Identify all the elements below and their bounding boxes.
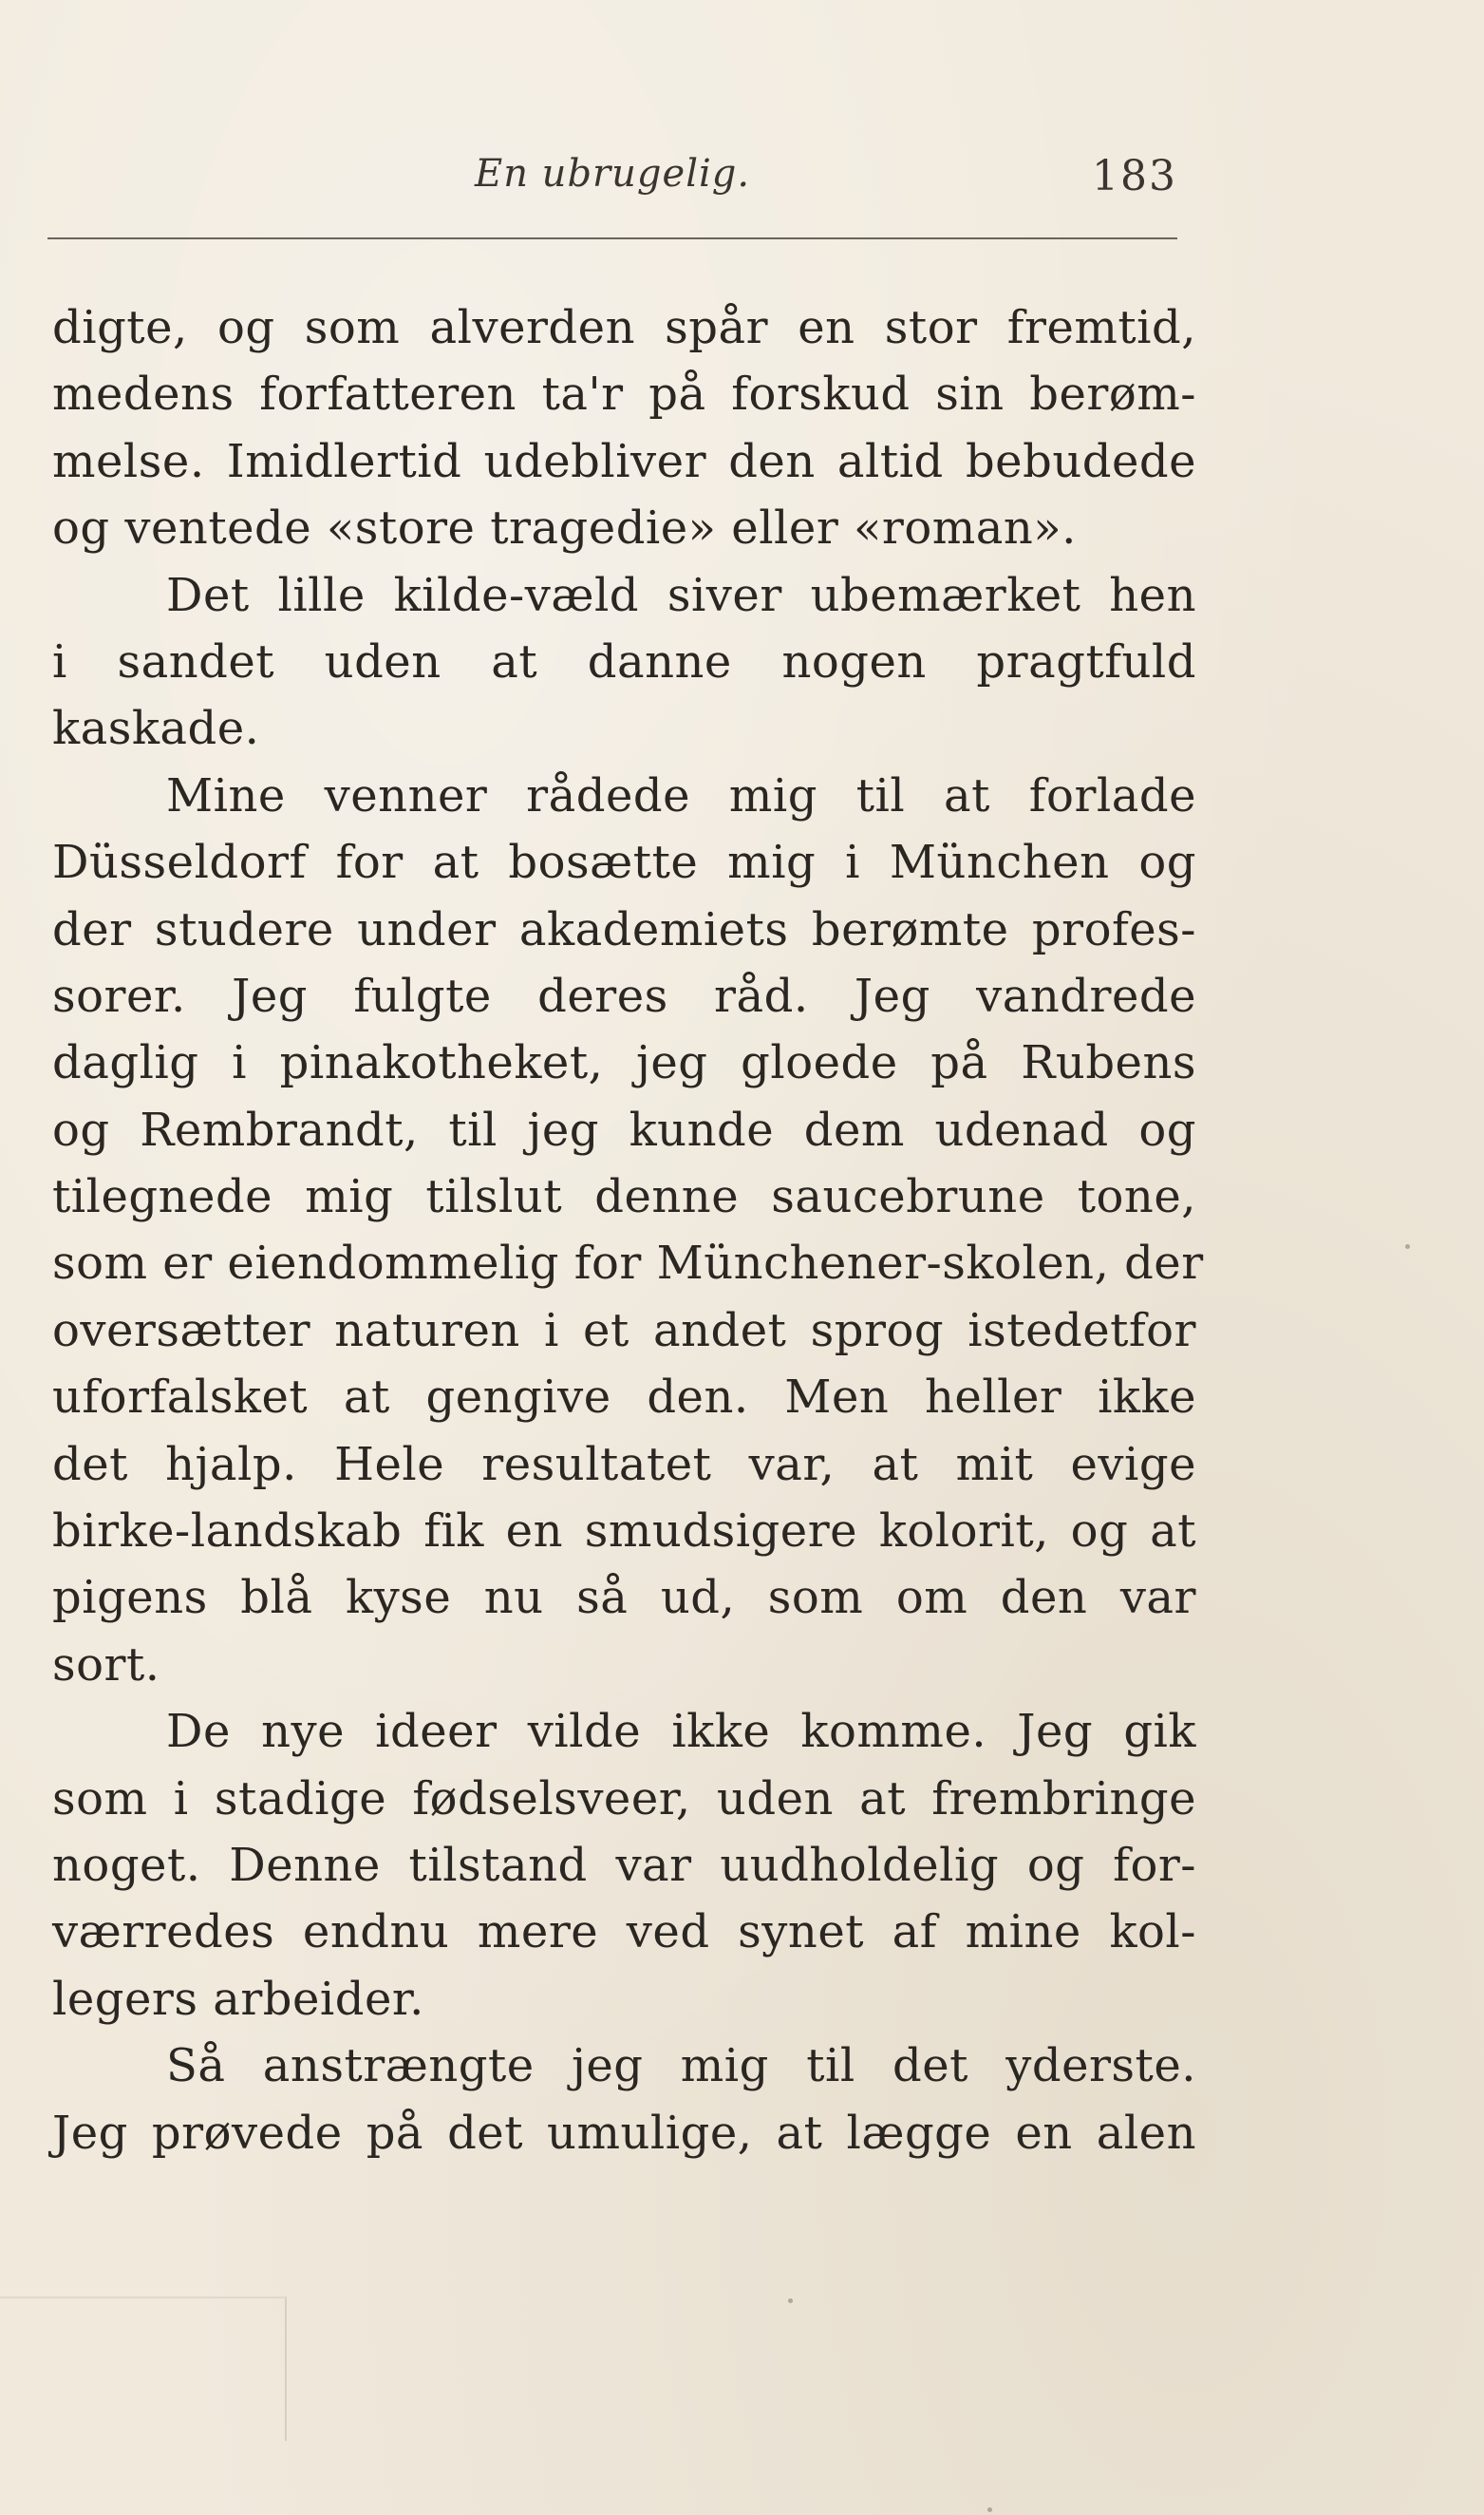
header-rule (47, 237, 1177, 239)
text-line: daglig i pinakotheket, jeg gloede på Rubens (52, 1036, 1196, 1090)
text-line: og Rembrandt, til jeg kunde dem udenad og (52, 1103, 1196, 1157)
text-line: som er eiendommelig for Münchener-skolen, der (52, 1237, 1204, 1291)
page-number: 183 (1092, 152, 1177, 200)
text-line: medens forfatteren ta'r på forskud sin berøm- (52, 368, 1196, 422)
text-line: der studere under akademiets berømte profes- (52, 902, 1196, 956)
body-text (52, 294, 1204, 2166)
text-line: værredes endnu mere ved synet af mine kol- (52, 1905, 1196, 1959)
text-line: noget. Denne tilstand var uudholdelig og for- (52, 1838, 1196, 1892)
text-line: det hjalp. Hele resultatet var, at mit evige (52, 1437, 1196, 1491)
text-line: som i stadige fødselsveer, uden at frembringe (52, 1771, 1196, 1825)
text-line: kaskade. (52, 702, 260, 756)
text-line: Jeg prøvede på det umulige, at lægge en alen (52, 2106, 1196, 2160)
text-line: sort. (52, 1637, 160, 1692)
text-line: i sandet uden at danne nogen pragtfuld (52, 634, 1196, 689)
page-edge-mark (0, 2297, 287, 2441)
text-line: Mine venner rådede mig til at forlade (166, 768, 1196, 823)
page-header (47, 142, 1177, 209)
text-line: sorer. Jeg fulgte deres råd. Jeg vandrede (52, 969, 1196, 1023)
text-line: uforfalsket at gengive den. Men heller ikke (52, 1371, 1196, 1425)
text-line: Düsseldorf for at bosætte mig i München og (52, 836, 1196, 890)
text-line: oversætter naturen i et andet sprog istedetfor (52, 1303, 1196, 1357)
text-line: Så anstrængte jeg mig til det yderste. (166, 2039, 1196, 2093)
text-line: digte, og som alverden spår en stor fremtid, (52, 301, 1196, 354)
running-title: En ubrugelig. (475, 152, 751, 196)
text-line: De nye ideer vilde ikke komme. Jeg gik (166, 1705, 1196, 1759)
text-line: melse. Imidlertid udebliver den altid bebudede (52, 434, 1196, 488)
text-line: pigens blå kyse nu så ud, som om den var (52, 1571, 1196, 1625)
paper-speck (788, 2298, 793, 2303)
text-line: og ventede «store tragedie» eller «roman». (52, 501, 1077, 556)
text-line: Det lille kilde-væld siver ubemærket hen (166, 568, 1196, 622)
paper-speck (1405, 1244, 1410, 1249)
paper-speck (987, 2507, 992, 2512)
text-line: tilegnede mig tilslut denne saucebrune tone, (52, 1170, 1196, 1224)
text-line: birke-landskab fik en smudsigere kolorit, og at (52, 1504, 1196, 1559)
text-line: legers arbeider. (52, 1972, 424, 2026)
